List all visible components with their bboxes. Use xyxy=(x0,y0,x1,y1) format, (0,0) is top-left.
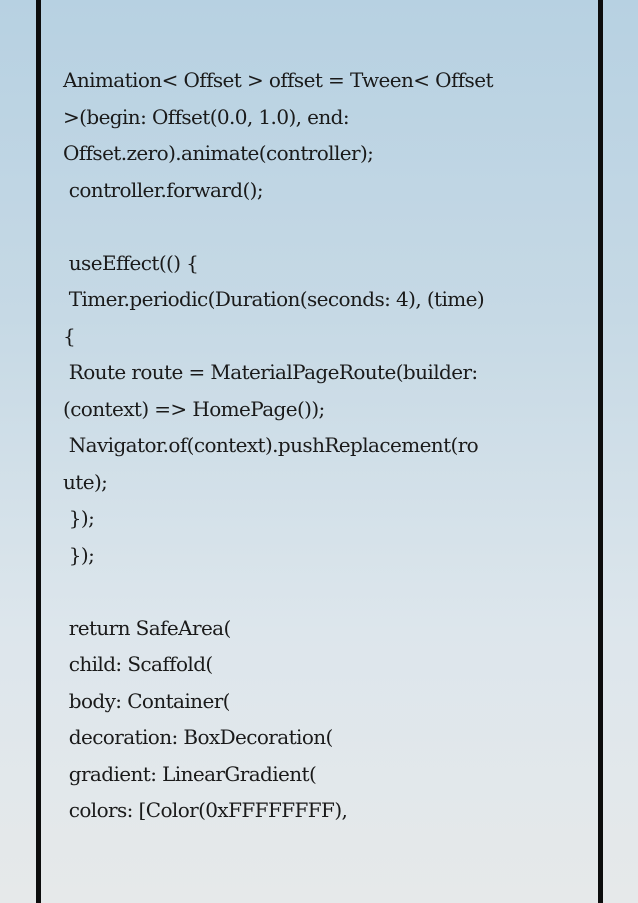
code-line: body: Container( xyxy=(63,688,230,713)
code-line: Navigator.of(context).pushReplacement(ro xyxy=(63,433,479,457)
code-line: (context) => HomePage()); xyxy=(63,396,325,421)
code-line: child: Scaffold( xyxy=(63,652,213,676)
code-line: }); xyxy=(63,506,95,530)
code-snippet xyxy=(63,62,573,829)
code-line: controller.forward(); xyxy=(63,177,264,202)
left-border-line xyxy=(36,0,41,903)
blank-line xyxy=(63,573,573,610)
code-line: }); xyxy=(63,542,95,567)
code-line: ute); xyxy=(63,469,108,494)
code-line: useEffect(() { xyxy=(63,250,199,275)
code-line: Offset.zero).animate(controller); xyxy=(63,141,374,165)
code-line: >(begin: Offset(0.0, 1.0), end: xyxy=(63,104,350,129)
code-line: Route route = MaterialPageRoute(builder: xyxy=(63,360,478,384)
code-line: { xyxy=(63,323,76,348)
blank-line xyxy=(63,208,573,245)
code-line: Timer.periodic(Duration(seconds: 4), (time) xyxy=(63,287,485,311)
code-line: gradient: LinearGradient( xyxy=(63,761,317,786)
code-line: colors: [Color(0xFFFFFFFF), xyxy=(63,798,348,822)
code-line: decoration: BoxDecoration( xyxy=(63,725,333,749)
code-line: return SafeArea( xyxy=(63,615,231,640)
code-line: Animation< Offset > offset = Tween< Offset xyxy=(63,68,493,92)
right-border-line xyxy=(598,0,603,903)
